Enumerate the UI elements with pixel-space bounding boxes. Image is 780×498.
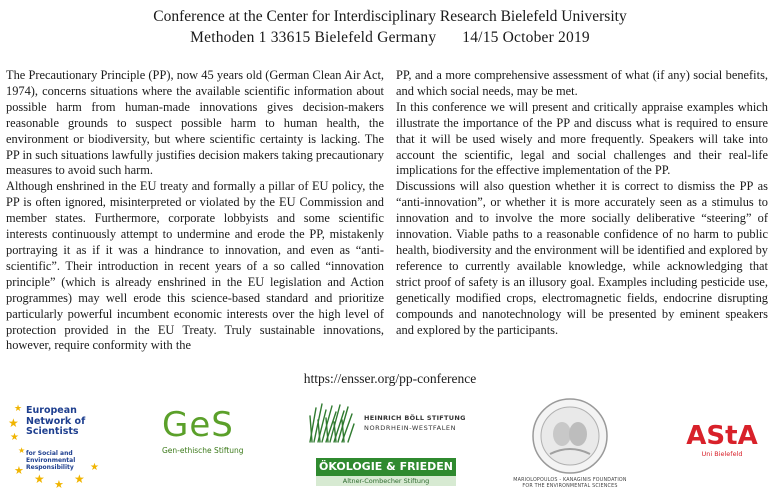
venue-and-date — [0, 27, 780, 48]
oekologie-frieden-subtitle: Altner-Combecher Stiftung — [316, 476, 456, 486]
foundation-caption: MARIOLOPOULOS - KANAGINIS FOUNDATION FOR THE ENVIRONMENTAL SCIENCES — [513, 478, 627, 489]
asta-wordmark: AStA — [686, 421, 758, 451]
boell-logo — [306, 402, 466, 452]
paragraph: Discussions will also question whether it is correct to dismiss the PP as “anti-innovation”, or whether it is more accurately seen as a stimulus to innovation and to involve the more socially deliberative “steering” of innovation. Viable paths to a reasonable confidence of no harm to public health, biodiversity and the environment will be identified and explored by reference to currently available knowledge, while acknowledging that strict proof of safety is an illusory goal. Examples including pesticide use, genetically modified crops, electromagnetic fields, endocrine disrupting compounds and nanotechnology will be presented by eminent speakers and explored by the participants. — [396, 179, 768, 337]
star-icon: ★ — [14, 404, 23, 414]
star-icon: ★ — [54, 478, 64, 491]
ensser-subtitle: for Social and Environmental Responsibility — [26, 450, 76, 471]
conference-title: Conference at the Center for Interdisciplinary Research Bielefeld University — [153, 8, 627, 25]
right-column — [396, 68, 768, 338]
asta-subtitle: Uni Bielefeld — [701, 450, 743, 458]
ges-wordmark: GeS — [162, 405, 234, 445]
paragraph: The Precautionary Principle (PP), now 45 years old (German Clean Air Act, 1974), concerns situations where the available scientific information about possible harm from human-made innovations gives decision-makers reasonable grounds to suspect possible harm to human health, the environment or biodiversity, but where scientific certainty is lacking. The PP in such situations lawfully justifies decision makers taking precautionary measures to avoid such harm. — [6, 68, 384, 178]
ensser-logo — [8, 402, 128, 492]
left-column — [6, 68, 384, 354]
star-icon: ★ — [90, 462, 99, 473]
foundation-seal-icon — [512, 396, 628, 476]
grass-icon — [306, 402, 356, 444]
ges-subtitle: Gen-ethische Stiftung — [162, 446, 244, 455]
ensser-name: European Network of Scientists — [26, 405, 86, 437]
paragraph: In this conference we will present and critically appraise examples which illustrate the importance of the PP and discuss what is required to ensure that it will be used wisely and more frequently. Speakers will take into account the scientific, legal and social challenges and their real-life implications for the effective implementation of the PP. — [396, 99, 768, 178]
oekologie-frieden-logo — [316, 458, 456, 488]
conference-url[interactable]: https://ensser.org/pp-conference — [303, 371, 477, 386]
mariolopoulos-foundation-logo — [512, 396, 628, 496]
star-icon: ★ — [34, 472, 45, 486]
boell-name: HEINRICH BÖLL STIFTUNG — [364, 414, 466, 422]
sponsor-logos — [0, 392, 780, 498]
star-icon: ★ — [10, 432, 19, 443]
oekologie-frieden-name: ÖKOLOGIE & FRIEDEN — [316, 458, 456, 476]
boell-region: NORDRHEIN-WESTFALEN — [364, 424, 457, 432]
star-icon: ★ — [8, 416, 19, 430]
conference-dates: 14/15 October 2019 — [462, 29, 590, 46]
paragraph: Although enshrined in the EU treaty and formally a pillar of EU policy, the PP is often ignored, misinterpreted or violated by the EU Commission and member states. Furthermore, corporate lobbyists and some scientific interests continuously attempt to undermine and erode the PP, mistakenly portraying it as if it was a hindrance to innovation, and even as “anti-scientific”. Their introduction in recent years of a so called “innovation principle” (which is already enshrined in the EU legislation and Action programmes) may well erode this science-based standard and prioritize particularly powerful incumbent economic interests over the high level of protection provided in the EU Treaty. Truly sustainable innovations, however, require conformity with the — [6, 179, 384, 353]
ges-logo — [162, 406, 262, 468]
star-icon: ★ — [74, 472, 85, 486]
paragraph: PP, and a more comprehensive assessment of what (if any) social benefits, and which social needs, may be met. — [396, 68, 768, 98]
asta-logo — [676, 422, 768, 470]
venue-address: Methoden 1 33615 Bielefeld Germany — [190, 29, 437, 46]
conference-header — [0, 6, 780, 48]
star-icon: ★ — [18, 446, 26, 455]
star-icon: ★ — [14, 464, 24, 477]
